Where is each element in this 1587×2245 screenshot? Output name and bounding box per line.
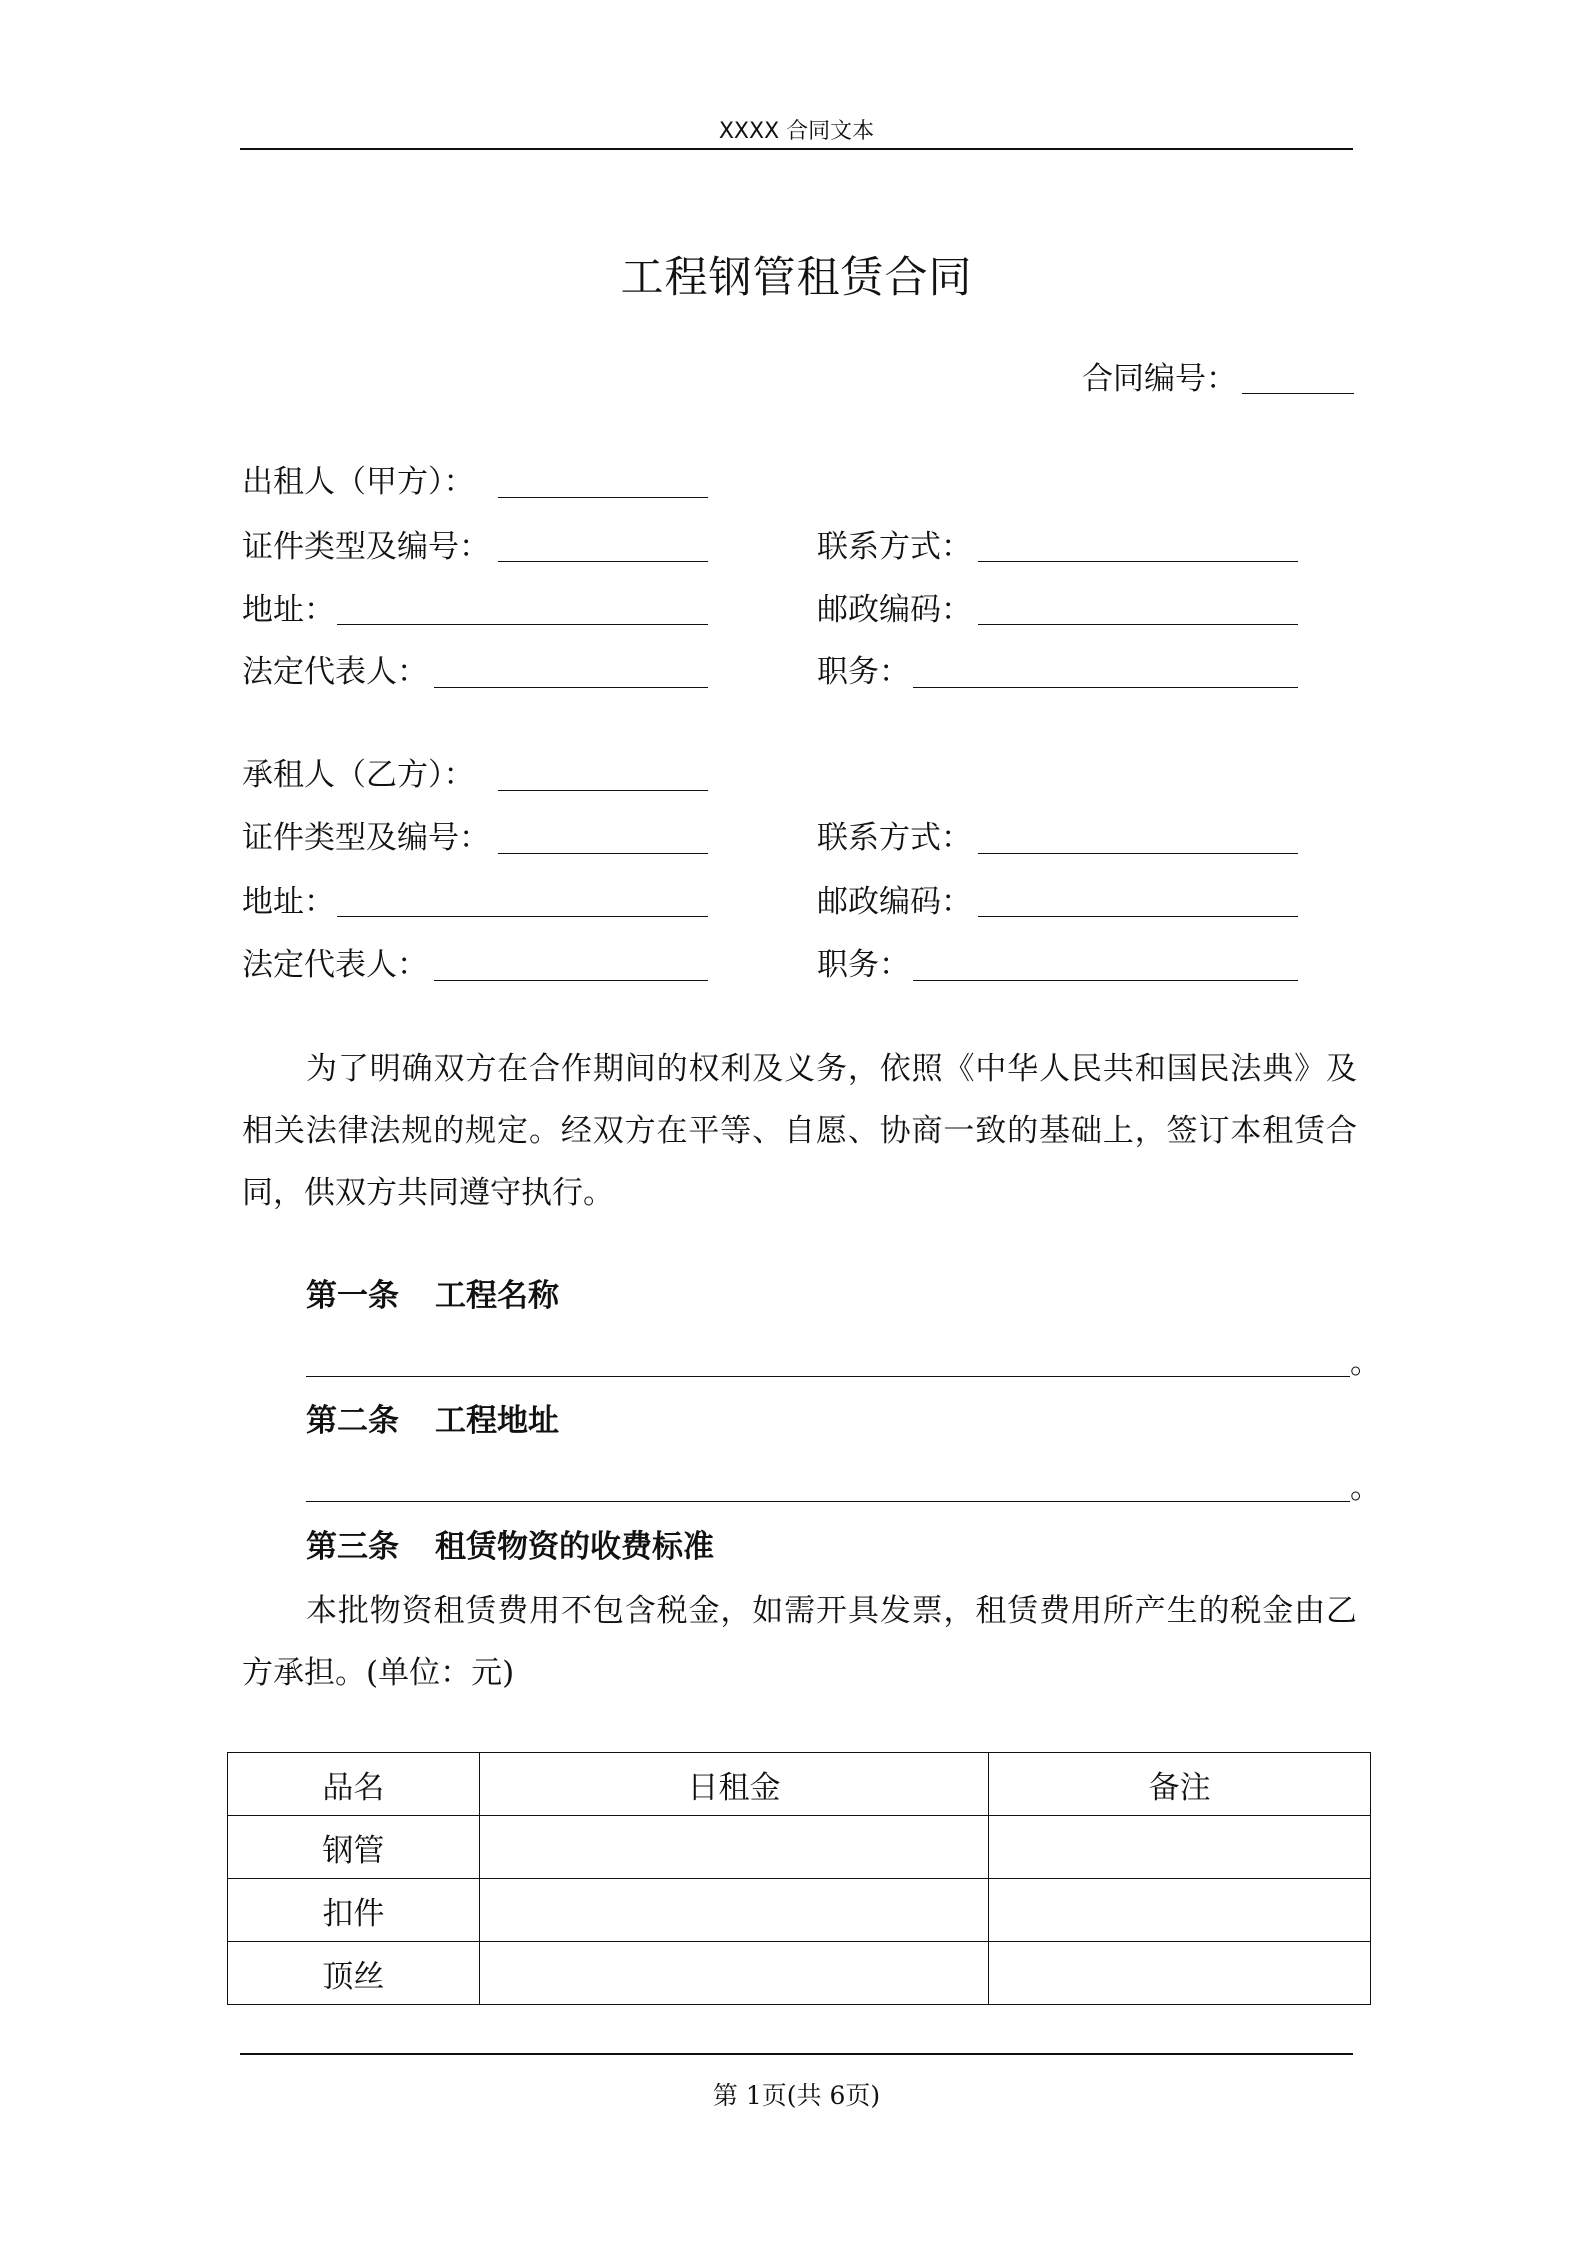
lessee-postcode-label: 邮政编码： — [817, 884, 972, 920]
lessee-address-label: 地址： — [242, 884, 335, 920]
article-3-number: 第三条 — [306, 1529, 399, 1565]
lessee-position-label: 职务： — [817, 947, 910, 983]
page-header: XXXX 合同文本 — [718, 119, 875, 144]
lessor-id-label: 证件类型及编号： — [242, 529, 490, 565]
lessor-address-field[interactable] — [337, 624, 708, 625]
lessee-postcode-field[interactable] — [978, 916, 1298, 917]
page-number: 第 1页(共 6页) — [712, 2081, 881, 2110]
item-name-cell: 顶丝 — [228, 1942, 480, 2005]
article-1-heading — [306, 1276, 559, 1316]
article-3-heading — [306, 1527, 714, 1567]
article-1-number: 第一条 — [306, 1278, 399, 1314]
lessee-id-label: 证件类型及编号： — [242, 820, 490, 856]
article-2-title: 工程地址 — [435, 1403, 559, 1439]
lessor-rep-label: 法定代表人： — [242, 654, 428, 690]
article-1-end-mark: 。 — [1350, 1345, 1381, 1381]
document-title: 工程钢管租赁合同 — [620, 253, 973, 303]
table-row — [228, 1942, 1371, 2005]
lessee-contact-field[interactable] — [978, 853, 1298, 854]
remark-cell[interactable] — [989, 1942, 1371, 2005]
lessee-position-field[interactable] — [913, 980, 1298, 981]
lessor-party-label: 出租人（甲方）： — [242, 464, 475, 500]
fee-table-header: 日租金 — [479, 1753, 989, 1816]
fee-table-header-row — [228, 1753, 1371, 1816]
lessor-position-field[interactable] — [913, 687, 1298, 688]
lessor-postcode-field[interactable] — [978, 624, 1298, 625]
footer-rule — [240, 2053, 1353, 2055]
remark-cell[interactable] — [989, 1816, 1371, 1879]
lessee-name-field[interactable] — [498, 790, 708, 791]
fee-table — [227, 1752, 1371, 2005]
table-row — [228, 1879, 1371, 1942]
contract-no-label: 合同编号： — [1082, 361, 1237, 397]
header-rule — [240, 148, 1353, 150]
lessee-rep-field[interactable] — [434, 980, 708, 981]
item-name-cell: 钢管 — [228, 1816, 480, 1879]
intro-paragraph: 为了明确双方在合作期间的权利及义务，依照《中华人民共和国民法典》及相关法律法规的规定。经双方在平等、自愿、协商一致的基础上，签订本租赁合同，供双方共同遵守执行。 — [242, 1051, 1357, 1211]
fee-table-header: 品名 — [228, 1753, 480, 1816]
lessee-contact-label: 联系方式： — [817, 820, 972, 856]
article-2-fill-field[interactable] — [306, 1501, 1350, 1502]
article-1-fill-field[interactable] — [306, 1376, 1350, 1377]
remark-cell[interactable] — [989, 1879, 1371, 1942]
item-name-cell: 扣件 — [228, 1879, 480, 1942]
lessee-rep-label: 法定代表人： — [242, 947, 428, 983]
daily-rent-cell[interactable] — [479, 1816, 989, 1879]
article-2-number: 第二条 — [306, 1403, 399, 1439]
lessor-id-field[interactable] — [498, 561, 708, 562]
lessee-party-label: 承租人（乙方）： — [242, 757, 475, 793]
article-1-title: 工程名称 — [435, 1278, 559, 1314]
lessor-position-label: 职务： — [817, 654, 910, 690]
table-row — [228, 1816, 1371, 1879]
lessor-rep-field[interactable] — [434, 687, 708, 688]
lessor-postcode-label: 邮政编码： — [817, 592, 972, 628]
lessee-id-field[interactable] — [498, 853, 708, 854]
contract-no-field[interactable] — [1242, 393, 1354, 394]
daily-rent-cell[interactable] — [479, 1942, 989, 2005]
lessor-address-label: 地址： — [242, 592, 335, 628]
daily-rent-cell[interactable] — [479, 1879, 989, 1942]
lessor-name-field[interactable] — [498, 497, 708, 498]
lessor-contact-label: 联系方式： — [817, 529, 972, 565]
article-2-end-mark: 。 — [1350, 1470, 1381, 1506]
article-3-title: 租赁物资的收费标准 — [435, 1529, 714, 1565]
lessee-address-field[interactable] — [337, 916, 708, 917]
article-2-heading — [306, 1401, 559, 1441]
lessor-contact-field[interactable] — [978, 561, 1298, 562]
article-3-paragraph: 本批物资租赁费用不包含税金，如需开具发票，租赁费用所产生的税金由乙方承担。(单位：元) — [242, 1593, 1357, 1691]
fee-table-header: 备注 — [989, 1753, 1371, 1816]
